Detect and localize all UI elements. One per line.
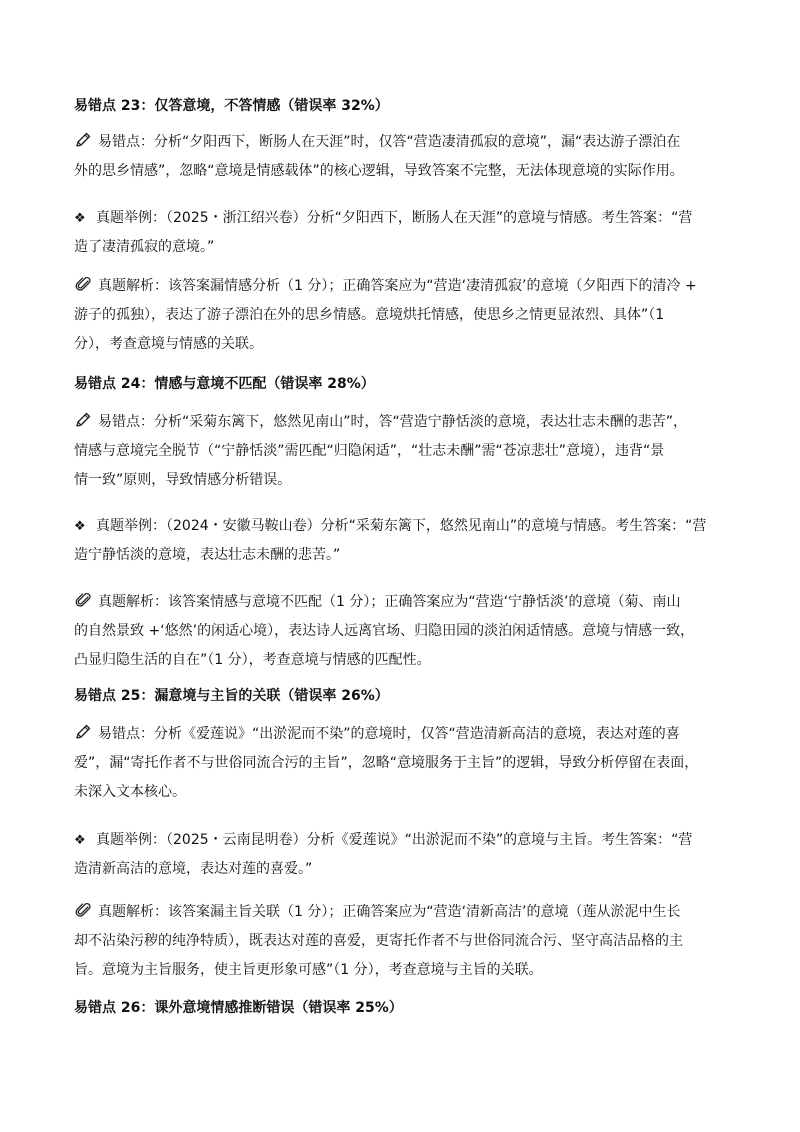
section-heading-26: 易错点 26：课外意境情感推断错误（错误率 25%） [74,1000,403,1016]
analysis-line: 游子的孤独），表达了游子漂泊在外的思乡情感。意境烘托情感，使思乡之情更显浓烈、具体”（1 [74,307,665,323]
analysis-line: 分），考查意境与情感的关联。 [74,336,263,352]
mistake-line: 爱”，漏“寄托作者不与世俗同流合污的主旨”，忽略“意境服务于主旨”的逻辑，导致分析停留在表面， [74,755,699,771]
section-heading-25: 易错点 25：漏意境与主旨的关联（错误率 26%） [74,688,389,704]
analysis-line: 凸显归隐生活的自在”（1 分），考查意境与情感的匹配性。 [74,652,431,668]
analysis-line: 旨。意境为主旨服务，使主旨更形象可感”（1 分），考查意境与主旨的关联。 [74,962,543,978]
analysis-line: 真题解析：该答案情感与意境不匹配（1 分）；正确答案应为“营造‘宁静恬淡’的意境（菊、南山 [74,588,734,617]
section-heading-24: 易错点 24：情感与意境不匹配（错误率 28%） [74,376,375,392]
example-line: 造了凄清孤寂的意境。” [74,239,215,255]
paperclip-icon [74,591,92,609]
analysis-line: 却不沾染污秽的纯净特质），既表达对莲的喜爱，更寄托作者不与世俗同流合污、坚守高洁品格的主 [74,933,683,949]
analysis-line: 的自然景致 +‘悠然’的闲适心境），表达诗人远离官场、归隐田园的淡泊闲适情感。意境与情感一致， [74,623,695,639]
mistake-line: 外的思乡情感”，忽略“意境是情感载体”的核心逻辑，导致答案不完整，无法体现意境的实际作用。 [74,163,684,179]
mistake-paragraph-25 [74,720,734,807]
example-paragraph-25 [74,826,734,884]
paperclip-icon [74,901,92,919]
mistake-line: 情感与意境完全脱节（“宁静恬淡”需匹配“归隐闲适”，“壮志未酬”需“苍凉悲壮”意境），违背“景 [74,443,665,459]
pencil-icon [74,723,92,741]
mistake-line: 易错点：分析“采菊东篱下，悠然见南山”时，答“营造宁静恬淡的意境，表达壮志未酬的悲苦”， [74,408,734,437]
diamond-icon: ❖ [74,833,86,848]
analysis-paragraph-25 [74,898,734,985]
example-line: 造清新高洁的意境，表达对莲的喜爱。” [74,861,313,877]
example-paragraph-23 [74,204,734,262]
diamond-icon: ❖ [74,519,86,534]
mistake-paragraph-24 [74,408,734,495]
analysis-line: 真题解析：该答案漏情感分析（1 分）；正确答案应为“营造‘凄清孤寂’的意境（夕阳西下的清冷 + [74,272,734,301]
analysis-paragraph-23 [74,272,734,359]
mistake-paragraph-23 [74,128,734,186]
example-paragraph-24 [74,512,734,570]
section-heading-23: 易错点 23：仅答意境，不答情感（错误率 32%） [74,98,389,114]
example-line: ❖ 真题举例：（2025・浙江绍兴卷）分析“夕阳西下，断肠人在天涯”的意境与情感。考生答案：“营 [74,204,734,233]
pencil-icon [74,131,92,149]
diamond-icon: ❖ [74,211,86,226]
mistake-line: 情一致”原则，导致情感分析错误。 [74,472,292,488]
mistake-line: 未深入文本核心。 [74,784,186,800]
example-line: 造宁静恬淡的意境，表达壮志未酬的悲苦。” [74,547,341,563]
pencil-icon [74,411,92,429]
mistake-line: 易错点：分析“夕阳西下，断肠人在天涯”时，仅答“营造凄清孤寂的意境”，漏“表达游子漂泊在 [74,128,734,157]
paperclip-icon [74,275,92,293]
example-line: ❖ 真题举例：（2025・云南昆明卷）分析《爱莲说》“出淤泥而不染”的意境与主旨。考生答案：“营 [74,826,734,855]
example-line: ❖ 真题举例：（2024・安徽马鞍山卷）分析“采菊东篱下，悠然见南山”的意境与情感。考生答案：“营 [74,512,734,541]
analysis-paragraph-24 [74,588,734,675]
mistake-line: 易错点：分析《爱莲说》“出淤泥而不染”的意境时，仅答“营造清新高洁的意境，表达对莲的喜 [74,720,734,749]
analysis-line: 真题解析：该答案漏主旨关联（1 分）；正确答案应为“营造‘清新高洁’的意境（莲从淤泥中生长 [74,898,734,927]
